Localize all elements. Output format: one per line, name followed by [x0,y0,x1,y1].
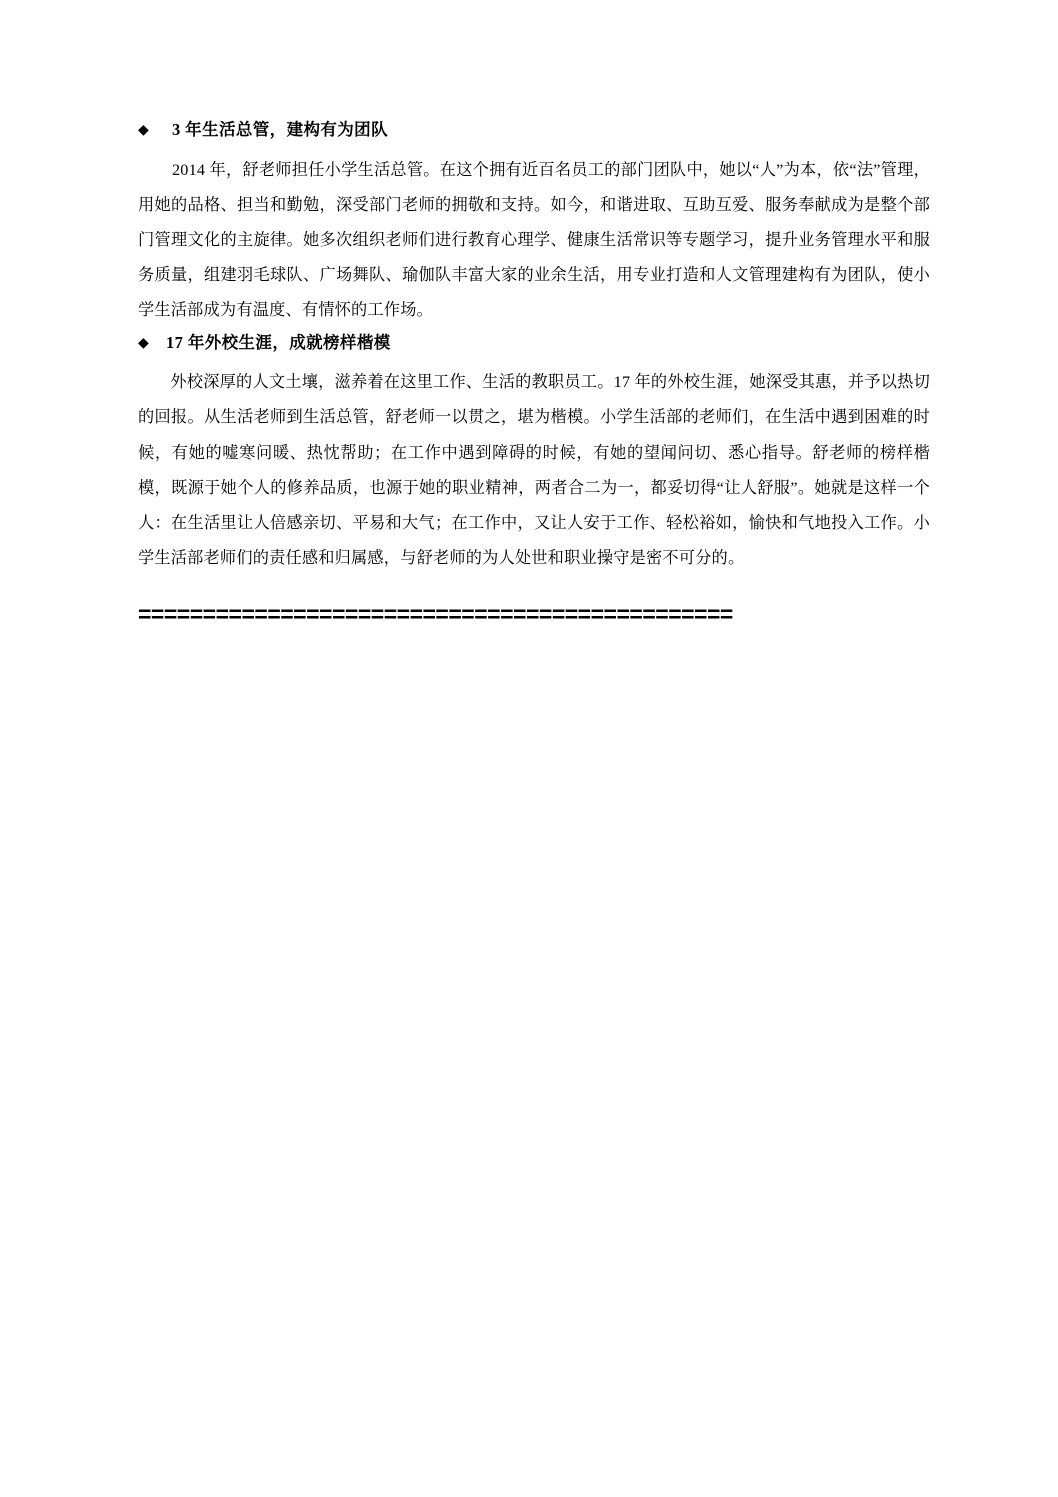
section-heading [138,118,930,143]
section-life-director [138,118,930,329]
section-heading-text: 3 年生活总管，建构有为团队 [172,120,388,139]
horizontal-separator: ============================================== [138,602,733,628]
section-paragraph: 外校深厚的人文土壤，滋养着在这里工作、生活的教职员工。17 年的外校生涯，她深受其惠，并予以热切的回报。从生活老师到生活总管，舒老师一以贯之，堪为楷模。小学生活部的老师们，在生活中遇到困难的时候，有她的嘘寒问暖、热忱帮助；在工作中遇到障碍的时候，有她的望闻问切、悉心指导。舒老师的榜样楷模，既源于她个人的修养品质，也源于她的职业精神，两者合二为一，都妥切得“让人舒服”。她就是这样一个人：在生活里让人倍感亲切、平易和大气；在工作中，又让人安于工作、轻松裕如，愉快和气地投入工作。小学生活部老师们的责任感和归属感，与舒老师的为人处世和职业操守是密不可分的。 [138,373,930,568]
section-paragraph: 2014 年，舒老师担任小学生活总管。在这个拥有近百名员工的部门团队中，她以“人”为本，依“法”管理，用她的品格、担当和勤勉，深受部门老师的拥敬和支持。如今，和谐进取、互助互爱、服务奉献成为是整个部门管理文化的主旋律。她多次组织老师们进行教育心理学、健康生活常识等专题学习，提升业务管理水平和服务质量，组建羽毛球队、广场舞队、瑜伽队丰富大家的业余生活，用专业打造和人文管理建构有为团队，使小学生活部成为有温度、有情怀的工作场。 [138,160,930,320]
diamond-bullet-icon: ◆ [138,123,150,138]
document-body [138,118,930,628]
section-career [138,331,930,577]
section-heading [138,331,930,356]
diamond-bullet-icon: ◆ [138,335,150,351]
section-heading-text: 17 年外校生涯，成就榜样楷模 [166,332,391,352]
